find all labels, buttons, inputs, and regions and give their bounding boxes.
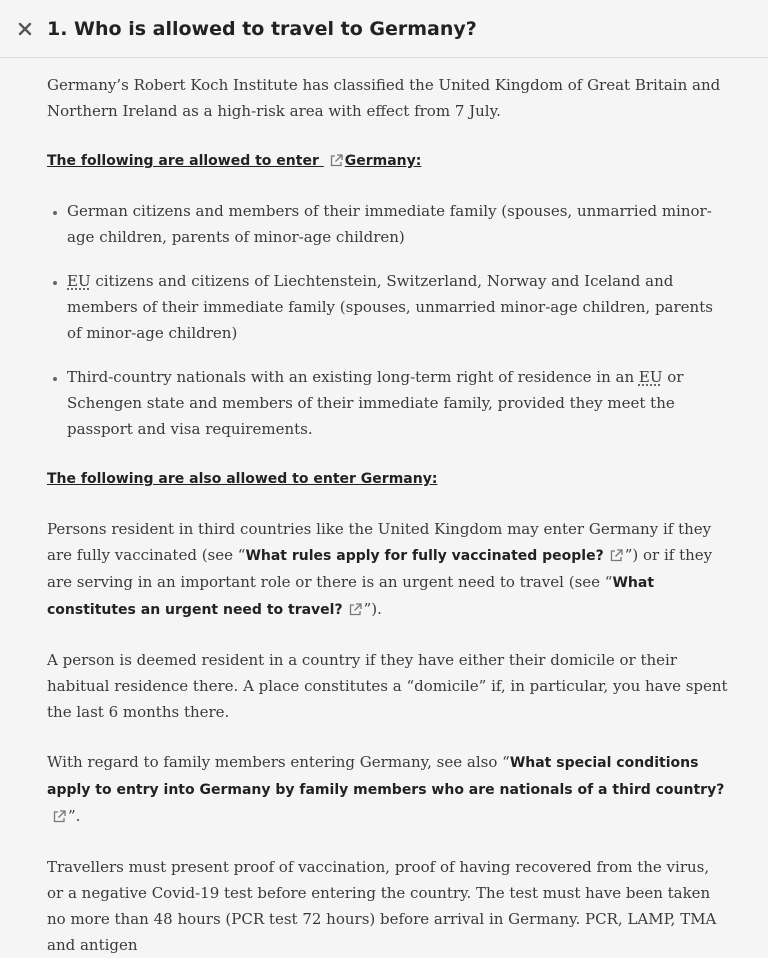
eu-abbreviation[interactable]: EU — [67, 272, 91, 290]
allowed-list — [47, 198, 728, 442]
external-link-icon — [610, 549, 623, 562]
urgent-need-link[interactable]: What constitutes an urgent need to travel? — [47, 575, 655, 618]
residence-paragraph: A person is deemed resident in a country if they have either their domicile or their habitual residence there. A place constitutes a “domicile” if, in particular, you have spent the last 6 months there. — [47, 651, 728, 721]
section-heading-also-allowed: The following are also allowed to enter Germany: — [47, 471, 438, 487]
list-item: • German citizens and members of their immediate family (spouses, unmarried minor-age children, parents of minor-age children) — [67, 198, 728, 250]
list-item: • Third-country nationals with an existing long-term right of residence in an EU or Schengen state and members of their immediate family, provided they meet the passport and visa requirements. — [67, 364, 728, 442]
eu-abbreviation[interactable]: EU — [638, 368, 663, 386]
fully-vaccinated-link[interactable]: What rules apply for fully vaccinated people? — [245, 548, 624, 564]
external-link-icon — [53, 810, 66, 823]
section-heading-allowed — [47, 148, 728, 174]
external-link-icon — [349, 603, 362, 616]
third-country-paragraph: Persons resident in third countries like the United Kingdom may enter Germany if they are fully vaccinated (see “What rules apply for fully vaccinated people? ”) or if they are serving in an important role or there is an urgent need to travel (see “What constitutes an urgent need to travel? ”). — [47, 520, 713, 618]
intro-paragraph: Germany’s Robert Koch Institute has classified the United Kingdom of Great Britain and Northern Ireland as a high-risk area with effect from 7 July. — [47, 76, 721, 120]
article-content — [0, 58, 768, 958]
dialog-header — [0, 0, 768, 58]
germany-external-link[interactable]: Germany: — [324, 153, 422, 169]
external-link-icon — [330, 154, 343, 167]
family-members-paragraph: With regard to family members entering Germany, see also “What special conditions apply to entry into Germany by family members who are nationals of a third country?”. — [47, 753, 725, 825]
page-title: 1. Who is allowed to travel to Germany? — [47, 17, 477, 40]
heading-text: The following are allowed to enter — [47, 153, 319, 169]
list-item: • EU citizens and citizens of Liechtenstein, Switzerland, Norway and Iceland and members of their immediate family (spouses, unmarried minor-age children, parents of minor-age children) — [67, 268, 728, 346]
close-button[interactable] — [16, 20, 34, 38]
travellers-proof-paragraph: Travellers must present proof of vaccination, proof of having recovered from the virus, or a negative Covid-19 test before entering the country. The test must have been taken no more than 48 hours (PCR test 72 hours) before arrival in Germany. PCR, LAMP, TMA and antigen — [47, 858, 717, 954]
family-members-link[interactable]: What special conditions apply to entry into Germany by family members who are nationals of a third country? — [47, 755, 724, 825]
close-icon — [18, 22, 32, 36]
